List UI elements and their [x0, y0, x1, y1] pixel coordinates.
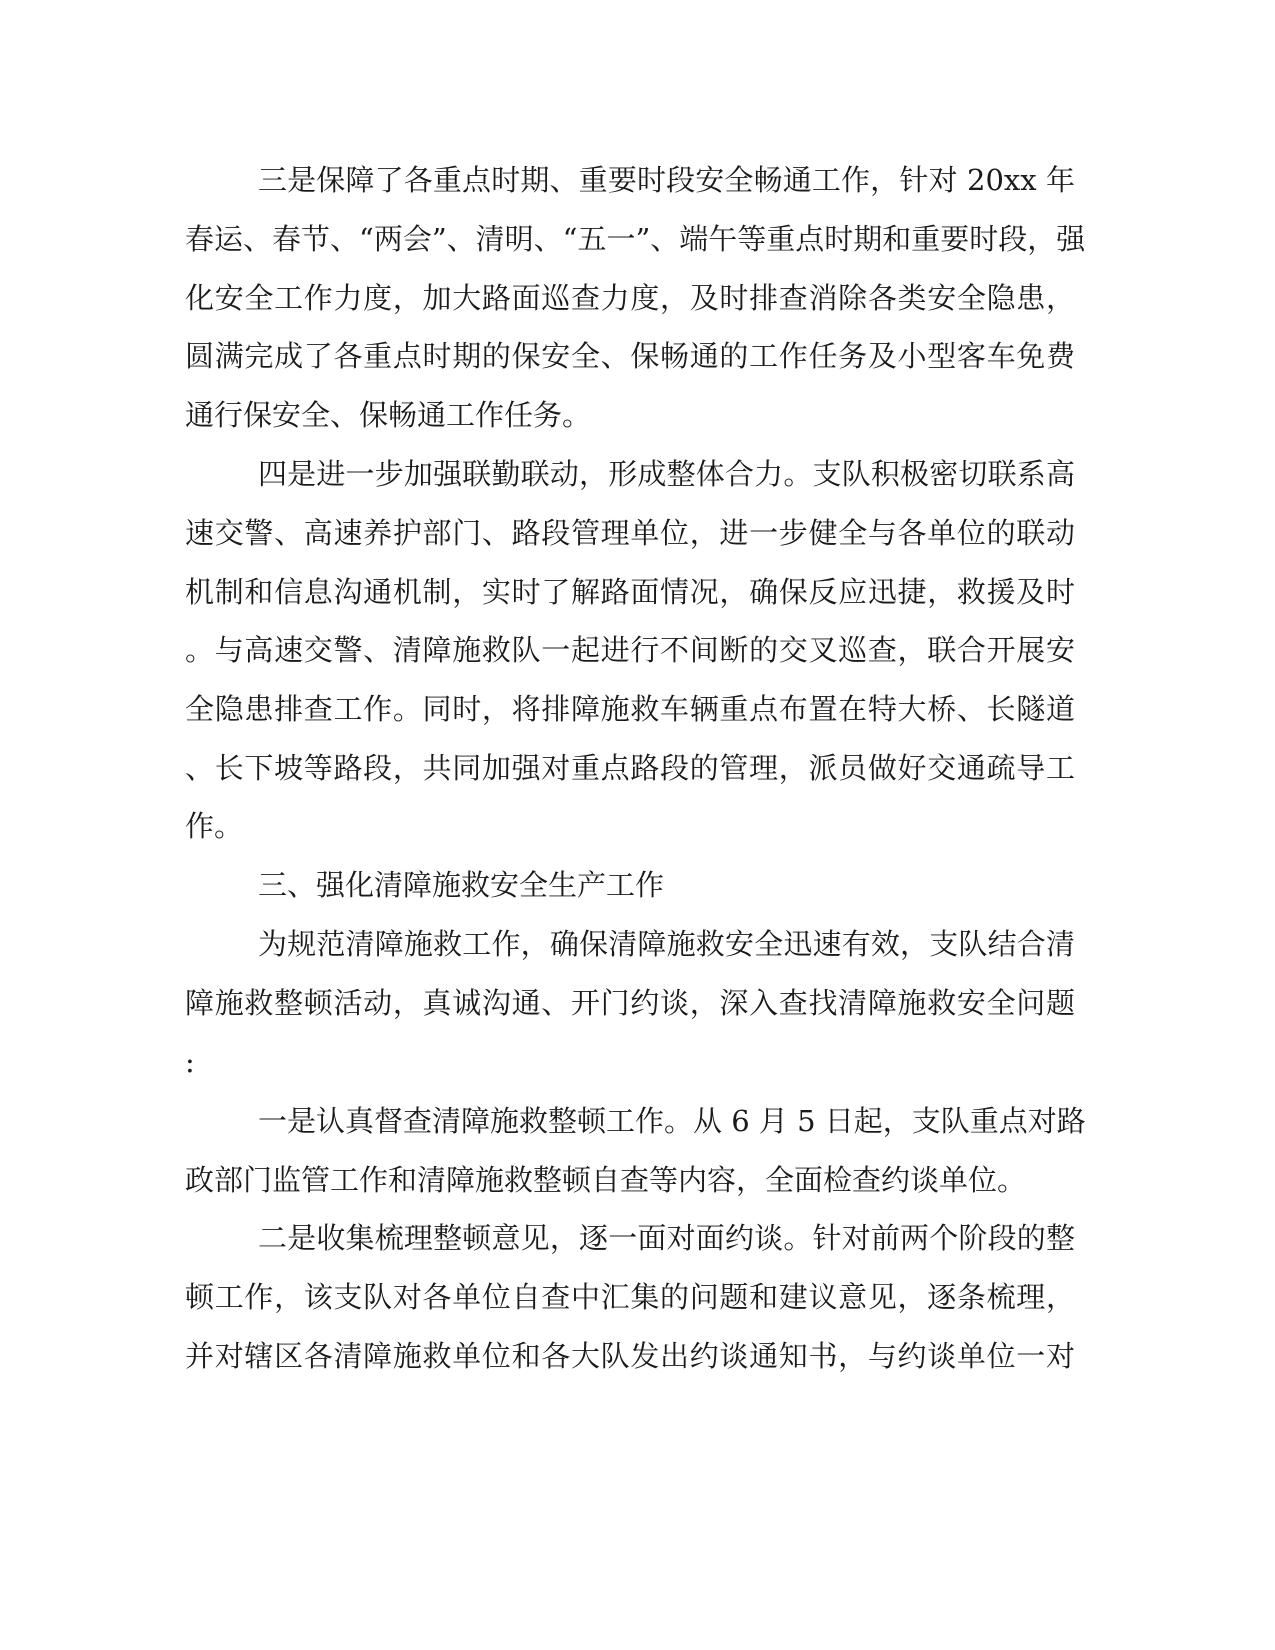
paragraph-line: 速交警、高速养护部门、路段管理单位，进一步健全与各单位的联动 — [185, 516, 1075, 550]
paragraph-line: 二是收集梳理整顿意见，逐一面对面约谈。针对前两个阶段的整 — [258, 1221, 1075, 1255]
paragraph-line: 圆满完成了各重点时期的保安全、保畅通的工作任务及小型客车免费 — [185, 339, 1075, 373]
paragraph-line: 障施救整顿活动，真诚沟通、开门约谈，深入查找清障施救安全问题 — [185, 986, 1075, 1020]
paragraph-line: : — [185, 1045, 195, 1079]
paragraph-line: 全隐患排查工作。同时，将排障施救车辆重点布置在特大桥、长隧道 — [185, 692, 1075, 726]
paragraph-line: 政部门监管工作和清障施救整顿自查等内容，全面检查约谈单位。 — [185, 1163, 1027, 1197]
paragraph-line: 、长下坡等路段，共同加强对重点路段的管理，派员做好交通疏导工 — [185, 751, 1075, 785]
paragraph-line: 三是保障了各重点时期、重要时段安全畅通工作，针对 20xx 年 — [258, 163, 1075, 197]
paragraph-line: 四是进一步加强联勤联动，形成整体合力。支队积极密切联系高 — [258, 457, 1075, 491]
paragraph-line: 。与高速交警、清障施救队一起进行不间断的交叉巡查，联合开展安 — [185, 633, 1075, 667]
paragraph-line: 机制和信息沟通机制，实时了解路面情况，确保反应迅捷，救援及时 — [185, 575, 1075, 609]
paragraph-line: 春运、春节、“两会”、清明、“五一”、端午等重点时期和重要时段，强 — [185, 222, 1086, 256]
paragraph-line: 为规范清障施救工作，确保清障施救安全迅速有效，支队结合清 — [258, 927, 1075, 961]
paragraph-line: 作。 — [185, 809, 244, 843]
paragraph-line: 通行保安全、保畅通工作任务。 — [185, 398, 592, 432]
section-heading: 三、强化清障施救安全生产工作 — [258, 868, 665, 902]
paragraph-line: 并对辖区各清障施救单位和各大队发出约谈通知书，与约谈单位一对 — [185, 1339, 1075, 1373]
paragraph-line: 顿工作，该支队对各单位自查中汇集的问题和建议意见，逐条梳理， — [185, 1280, 1075, 1314]
paragraph-line: 化安全工作力度，加大路面巡查力度，及时排查消除各类安全隐患， — [185, 281, 1075, 315]
paragraph-line: 一是认真督查清障施救整顿工作。从 6 月 5 日起，支队重点对路 — [258, 1104, 1086, 1138]
